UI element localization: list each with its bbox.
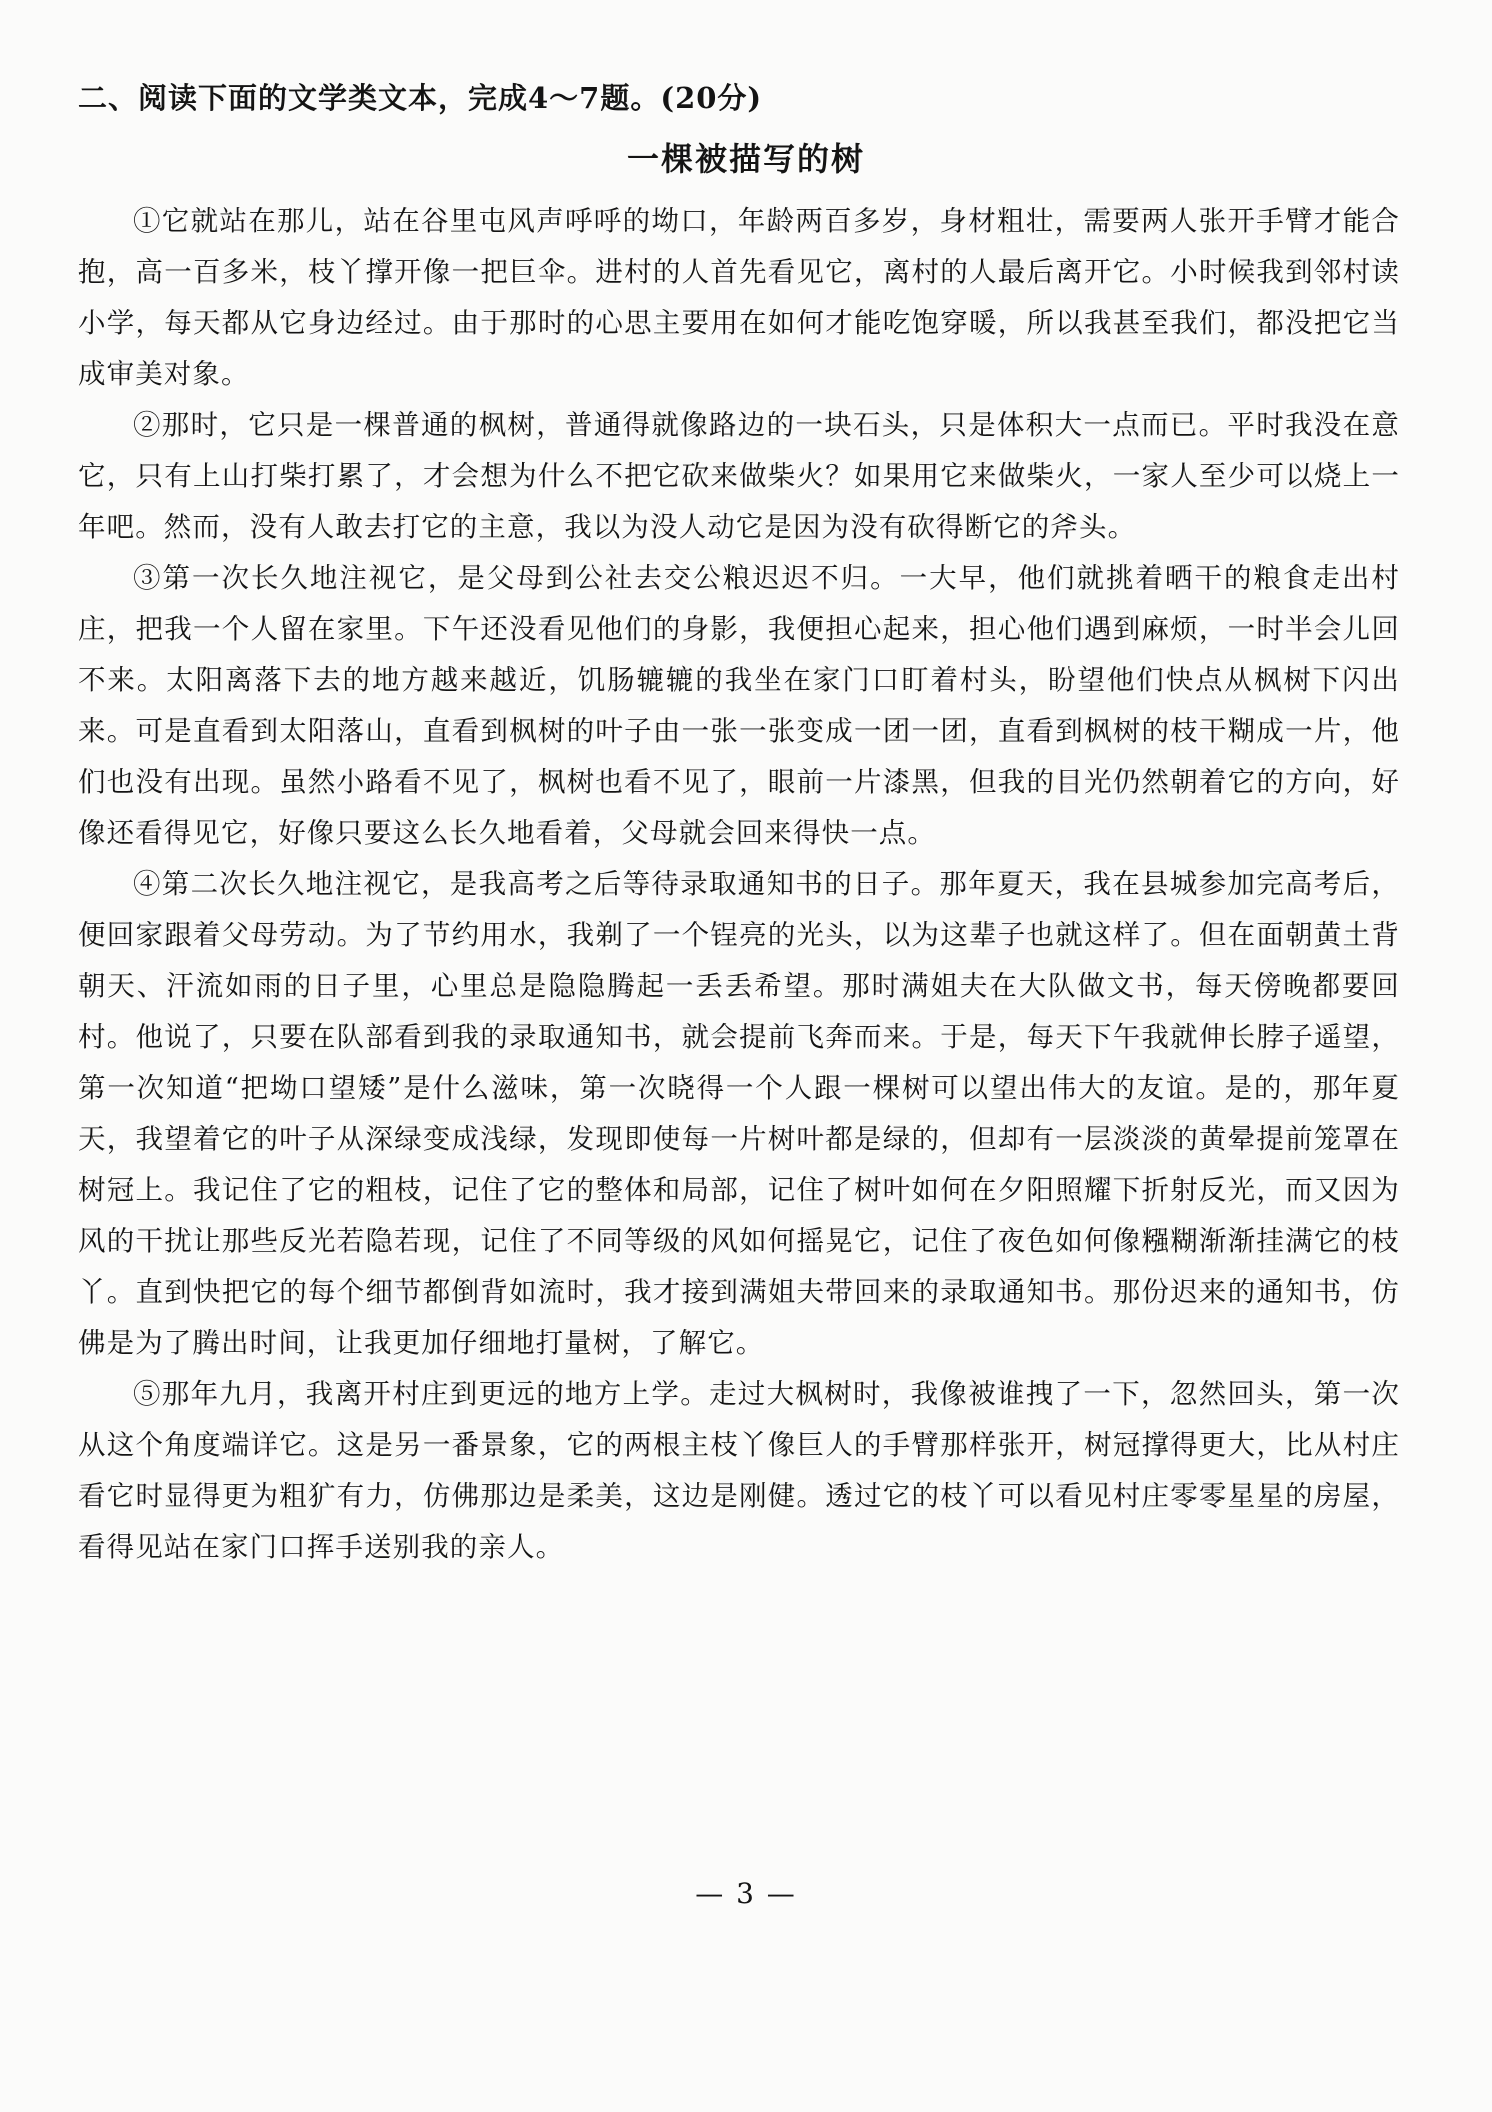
paragraph-1: ①它就站在那儿，站在谷里屯风声呼呼的坳口，年龄两百多岁，身材粗壮，需要两人张开手臂才能合抱，高一百多米，枝丫撑开像一把巨伞。进村的人首先看见它，离村的人最后离开它。小时候我到邻村读小学，每天都从它身边经过。由于那时的心思主要用在如何才能吃饱穿暖，所以我甚至我们，都没把它当成审美对象。 xyxy=(78,205,1400,390)
paragraph-3: ③第一次长久地注视它，是父母到公社去交公粮迟迟不归。一大早，他们就挑着晒干的粮食走出村庄，把我一个人留在家里。下午还没看见他们的身影，我便担心起来，担心他们遇到麻烦，一时半会儿回不来。太阳离落下去的地方越来越近，饥肠辘辘的我坐在家门口盯着村头，盼望他们快点从枫树下闪出来。可是直看到太阳落山，直看到枫树的叶子由一张一张变成一团一团，直看到枫树的枝干糊成一片，他们也没有出现。虽然小路看不见了，枫树也看不见了，眼前一片漆黑，但我的目光仍然朝着它的方向，好像还看得见它，好像只要这么长久地看着，父母就会回来得快一点。 xyxy=(78,562,1400,849)
paragraph-2: ②那时，它只是一棵普通的枫树，普通得就像路边的一块石头，只是体积大一点而已。平时我没在意它，只有上山打柴打累了，才会想为什么不把它砍来做柴火？如果用它来做柴火，一家人至少可以烧上一年吧。然而，没有人敢去打它的主意，我以为没人动它是因为没有砍得断它的斧头。 xyxy=(78,409,1400,543)
section-heading: 二、阅读下面的文学类文本，完成4～7题。(20分) xyxy=(78,81,763,115)
paragraph-5: ⑤那年九月，我离开村庄到更远的地方上学。走过大枫树时，我像被谁拽了一下，忽然回头，第一次从这个角度端详它。这是另一番景象，它的两根主枝丫像巨人的手臂那样张开，树冠撑得更大，比从村庄看它时显得更为粗犷有力，仿佛那边是柔美，这边是刚健。透过它的枝丫可以看见村庄零零星星的房屋，看得见站在家门口挥手送别我的亲人。 xyxy=(78,1378,1400,1563)
article-title: 一棵被描写的树 xyxy=(626,140,865,178)
page-number: — 3 — xyxy=(695,1877,797,1910)
article-body xyxy=(78,196,1400,1573)
paragraph-4: ④第二次长久地注视它，是我高考之后等待录取通知书的日子。那年夏天，我在县城参加完高考后，便回家跟着父母劳动。为了节约用水，我剃了一个锃亮的光头，以为这辈子也就这样了。但在面朝黄土背朝天、汗流如雨的日子里，心里总是隐隐腾起一丢丢希望。那时满姐夫在大队做文书，每天傍晚都要回村。他说了，只要在队部看到我的录取通知书，就会提前飞奔而来。于是，每天下午我就伸长脖子遥望，第一次知道“把坳口望矮”是什么滋味，第一次晓得一个人跟一棵树可以望出伟大的友谊。是的，那年夏天，我望着它的叶子从深绿变成浅绿，发现即使每一片树叶都是绿的，但却有一层淡淡的黄晕提前笼罩在树冠上。我记住了它的粗枝，记住了它的整体和局部，记住了树叶如何在夕阳照耀下折射反光，而又因为风的干扰让那些反光若隐若现，记住了不同等级的风如何摇晃它，记住了夜色如何像糨糊渐渐挂满它的枝丫。直到快把它的每个细节都倒背如流时，我才接到满姐夫带回来的录取通知书。那份迟来的通知书，仿佛是为了腾出时间，让我更加仔细地打量树，了解它。 xyxy=(78,868,1400,1359)
